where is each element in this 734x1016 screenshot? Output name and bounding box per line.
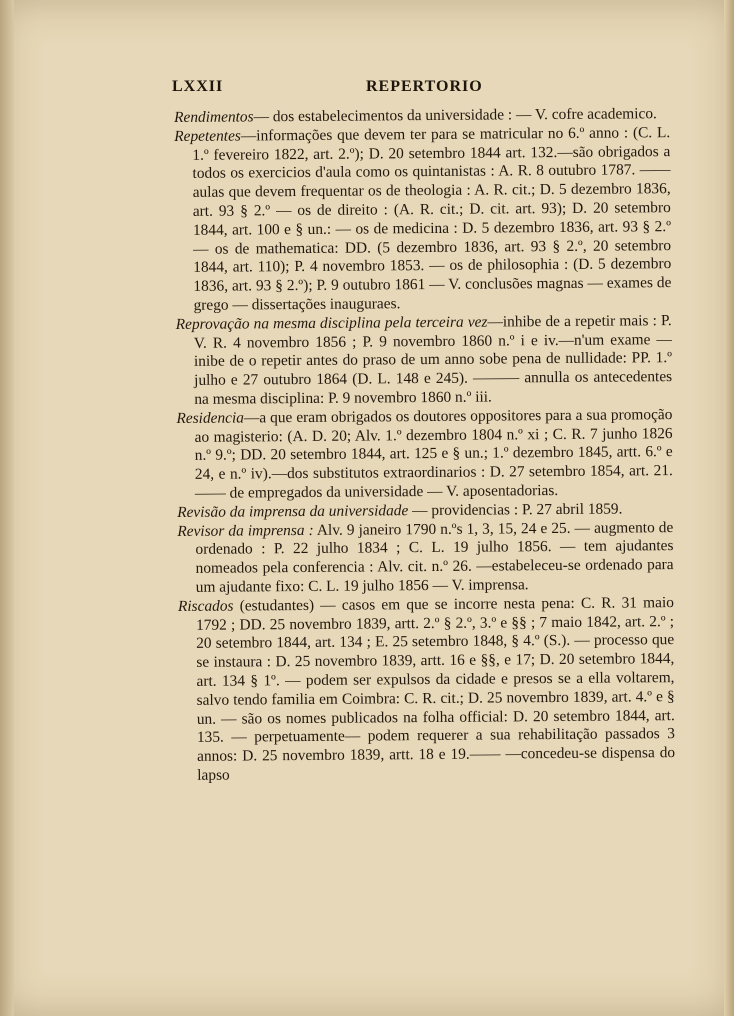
entry-repetentes: [174, 124, 671, 316]
running-title: REPERTORIO: [366, 78, 483, 95]
entry-heading: Repetentes: [174, 127, 241, 145]
entry-text: —informações que devem ter para se matricular no 6.º anno : (C. L. 1.º fevereiro 1822, art. 2.º); D. 20 setembro 1844 art. 132.—são obrigados a todos os exercicios d'aula como os quintanistas : A. R. 8 outubro 1787. —— aulas que devem frequentar os de theologia : A. R. cit.; D. 5 dezembro 1836, art. 93 § 2.º — os de direito : (A. R. cit.; D. cit. art. 93); D. 20 setembro 1844, art. 100 e § un.: — os de medicina : D. 5 dezembro 1836, art. 93 § 2.º — os de mathematica: DD. (5 dezembro 1836, art. 93 § 2.º, 20 setembro 1844, art. 110); P. 4 novembro 1853. — os de philosophia : (D. 5 dezembro 1836, art. 93 § 2.º); P. 9 outubro 1861 — V. conclusões magnas — exames de grego — dissertações inauguraes.: [192, 123, 672, 314]
entry-text: —a que eram obrigados os doutores oppositores para a sua promoção ao magisterio: (A. D. 20; Alv. 1.º dezembro 1804 n.º xi ; C. R. 7 junho 1826 n.º 9.º; DD. 20 setembro 1844, art. 125 e § un.; 1.º dezembro 1845, artt. 6.º e 24, e n.º iv).—dos substitutos extraordinarios : D. 27 setembro 1854, art. 21. —— de empregados da universidade — V. aposentadorias.: [194, 405, 673, 502]
entry-revisor: [177, 519, 674, 598]
running-header: [172, 78, 672, 104]
entry-reprovacao: [176, 312, 673, 410]
entry-text: —inhibe de a repetir mais : P. V. R. 4 novembro 1856 ; P. 9 novembro 1860 n.º i e iv.—n'um exame — inibe de o repetir antes do praso de um anno sobe pena de nullidade: PP. 1.º julho e 27 outubro 1864 (D. L. 148 e 245). ——— annulla os antecedentes na mesma disciplina: P. 9 novembro 1860 n.º iii.: [193, 311, 673, 408]
entry-text: — providencias : P. 27 abril 1859.: [408, 500, 623, 519]
page-number: LXXII: [172, 78, 224, 95]
entry-heading: Revisor da imprensa :: [177, 521, 314, 540]
entry-heading: Reprovação na mesma disciplina pela terceira vez: [175, 313, 488, 333]
page-edge: [724, 0, 734, 1016]
entry-text: (estudantes) — casos em que se incorre nesta pena: C. R. 31 maio 1792 ; DD. 25 novembro 1839, artt. 2.º § 2.º, 3.º e §§ ; 7 maio 1842, art. 2.º ; 20 setembro 1844, art. 134 ; E. 25 setembro 1848, § 4.º (S.). — processo que se instaura : D. 25 novembro 1839, artt. 16 e §§, e 17; D. 20 setembro 1844, art. 134 § 1º. — podem ser expulsos da cidade e presos se a ella voltarem, salvo tendo familia em Coimbra: C. R. cit.; D. 25 novembro 1839, art. 4.º e § un. — são os nomes publicados na folha official: D. 20 setembro 1844, art. 135. — perpetuamente— podem requerer a sua rehabilitação passados 3 annos: D. 25 novembro 1839, artt. 18 e 19.—— —concedeu-se dispensa do lapso: [195, 593, 676, 784]
body-text: [174, 105, 675, 786]
entry-heading: Revisão da imprensa da universidade: [177, 501, 409, 521]
entry-heading: Riscados: [177, 597, 234, 615]
entry-heading: Residencia: [176, 409, 245, 427]
entry-text: — dos estabelecimentos da universidade : — V. cofre academico.: [253, 105, 657, 126]
entry-heading: Rendimentos: [174, 108, 254, 126]
entry-text: Alv. 9 janeiro 1790 n.ºs 1, 3, 15, 24 e 25. — augmento de ordenado : P. 22 julho 1834 ; C. L. 19 julho 1856. — tem ajudantes nomeados pela conferencia : Alv. cit. n.º 26. —estabeleceu-se ordenado para um ajudante fixo: C. L. 19 julho 1856 — V. imprensa.: [195, 518, 674, 596]
page-binding-shadow: [0, 0, 14, 1016]
entry-residencia: [176, 406, 673, 504]
entry-riscados: [178, 594, 675, 786]
